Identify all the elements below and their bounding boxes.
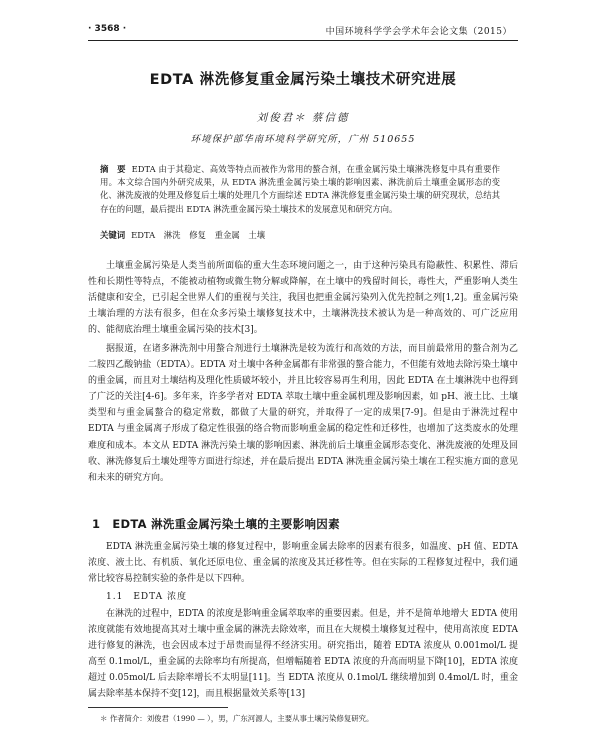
subsection-heading-1-1 [106, 589, 187, 602]
subsection-number: 1.1 [106, 592, 124, 602]
author-footnote: ＊ 作者简介：刘俊君（1990 — ），男，广东河源人，主要从事土壤污染修复研究。 [100, 714, 374, 723]
keywords-label: 关键词 [100, 230, 126, 240]
body-paragraph-2: 据报道，在诸多淋洗剂中用螯合剂进行土壤淋洗是较为流行和高效的方法，而目前最常用的螯合剂为乙二胺四乙酸钠盐（EDTA）。EDTA 对土壤中各种金属都有非常强的螯合能力，不但能有效地去除污染土壤中的重金属，而且对土壤结构及理化性质破坏较小，并且比较容易再生利用，因此 EDTA 在土壤淋洗中也得到了广泛的关注[4-6]。多年来，许多学者对 EDTA 萃取土壤中重金属机理及影响因素，如 pH、液土比、土壤类型和与重金属螯合的稳定常数，都做了大量的研究，并取得了一定的成果[7-9]。但是由于淋洗过程中 EDTA 与重金属离子形成了稳定性很强的络合物而影响重金属的稳定性和迁移性，也增加了这类废水的处理难度和成本。本文从 EDTA 淋洗污染土壤的影响因素、淋洗前后土壤重金属形态变化、淋洗废液的处理及回收、淋洗修复后土壤处理等方面进行综述，并在最后提出 EDTA 淋洗重金属污染土壤在工程实施方面的意见和未来的研究方向。 [88, 344, 518, 483]
subsection-title: EDTA 浓度 [133, 592, 187, 602]
page-number: · 3568 · [88, 24, 127, 34]
keywords [100, 229, 500, 242]
body-paragraph-1: 土壤重金属污染是人类当前所面临的重大生态环境问题之一，由于这种污染具有隐蔽性、积累性、滞后性和长期性等特点，不能被动植物或微生物分解或降解，在土壤中的残留时间长，毒性大，严重影响人类生活健康和安全，已引起全世界人们的重视与关注，我国也把重金属污染列入优先控制之列[1,2]。重金属污染土壤治理的方法有很多，但在众多污染土壤修复技术中，土壤淋洗技术被认为是一种高效的、可广泛应用的、能彻底治理土壤重金属污染的技术[3]。 [88, 261, 518, 336]
paper-authors: 刘俊君＊ 蔡信德 [256, 112, 350, 124]
body-paragraph-3: EDTA 淋洗重金属污染土壤的修复过程中，影响重金属去除率的因素有很多，如温度、pH 值、EDTA 浓度、液土比、有机质、氧化还原电位、重金属的浓度及其迁移性等。但在实际的工程修复过程中，我们通常比较容易控制实验的条件是以下四种。 [88, 542, 518, 585]
paper-title: EDTA 淋洗修复重金属污染土壤技术研究进展 [149, 72, 457, 88]
body-paragraph-4: 在淋洗的过程中，EDTA 的浓度是影响重金属萃取率的重要因素。但是，并不是简单地增大 EDTA 使用浓度就能有效地提高其对土壤中重金属的淋洗去除效率，而且在大规模土壤修复过程中，使用高浓度 EDTA 进行修复的淋洗，也会因成本过于昂贵而显得不经济实用。研究指出，随着 EDTA 浓度从 0.001mol/L 提高至 0.1mol/L，重金属的去除率均有所提高，但增幅随着 EDTA 浓度的升高而明显下降[10]，EDTA 浓度超过 0.05mol/L 后去除率增长不太明显[11]。当 EDTA 浓度从 0.1mol/L 继续增加到 0.4mol/L 时，重金属去除率基本保持不变[12]，而且根据量效关系等[13] [88, 609, 518, 700]
footnote-divider [88, 707, 228, 708]
abstract [100, 163, 500, 216]
section-heading-1 [92, 516, 340, 532]
journal-name: 中国环境科学学会学术年会论文集（2015） [325, 27, 512, 37]
keywords-text: EDTA 淋洗 修复 重金属 土壤 [131, 230, 266, 240]
abstract-label: 摘 要 [100, 164, 126, 174]
running-header [88, 22, 518, 41]
section-title: EDTA 淋洗重金属污染土壤的主要影响因素 [112, 517, 340, 531]
author-affiliation: 环境保护部华南环境科学研究所，广州 510655 [190, 134, 416, 145]
abstract-text: EDTA 由于其稳定、高效等特点而被作为常用的螯合剂，在重金属污染土壤淋洗修复中具有重要作用。本文综合国内外研究成果，从 EDTA 淋洗重金属污染土壤的影响因素、淋洗前后土壤重金属形态的变化、淋洗废液的处理及修复后土壤的处理几个方面综述 EDTA 淋洗修复重金属污染土壤的研究现状，总结其存在的问题，最后提出 EDTA 淋洗重金属污染土壤技术的发展意见和研究方向。 [100, 164, 501, 214]
section-number: 1 [92, 517, 101, 531]
